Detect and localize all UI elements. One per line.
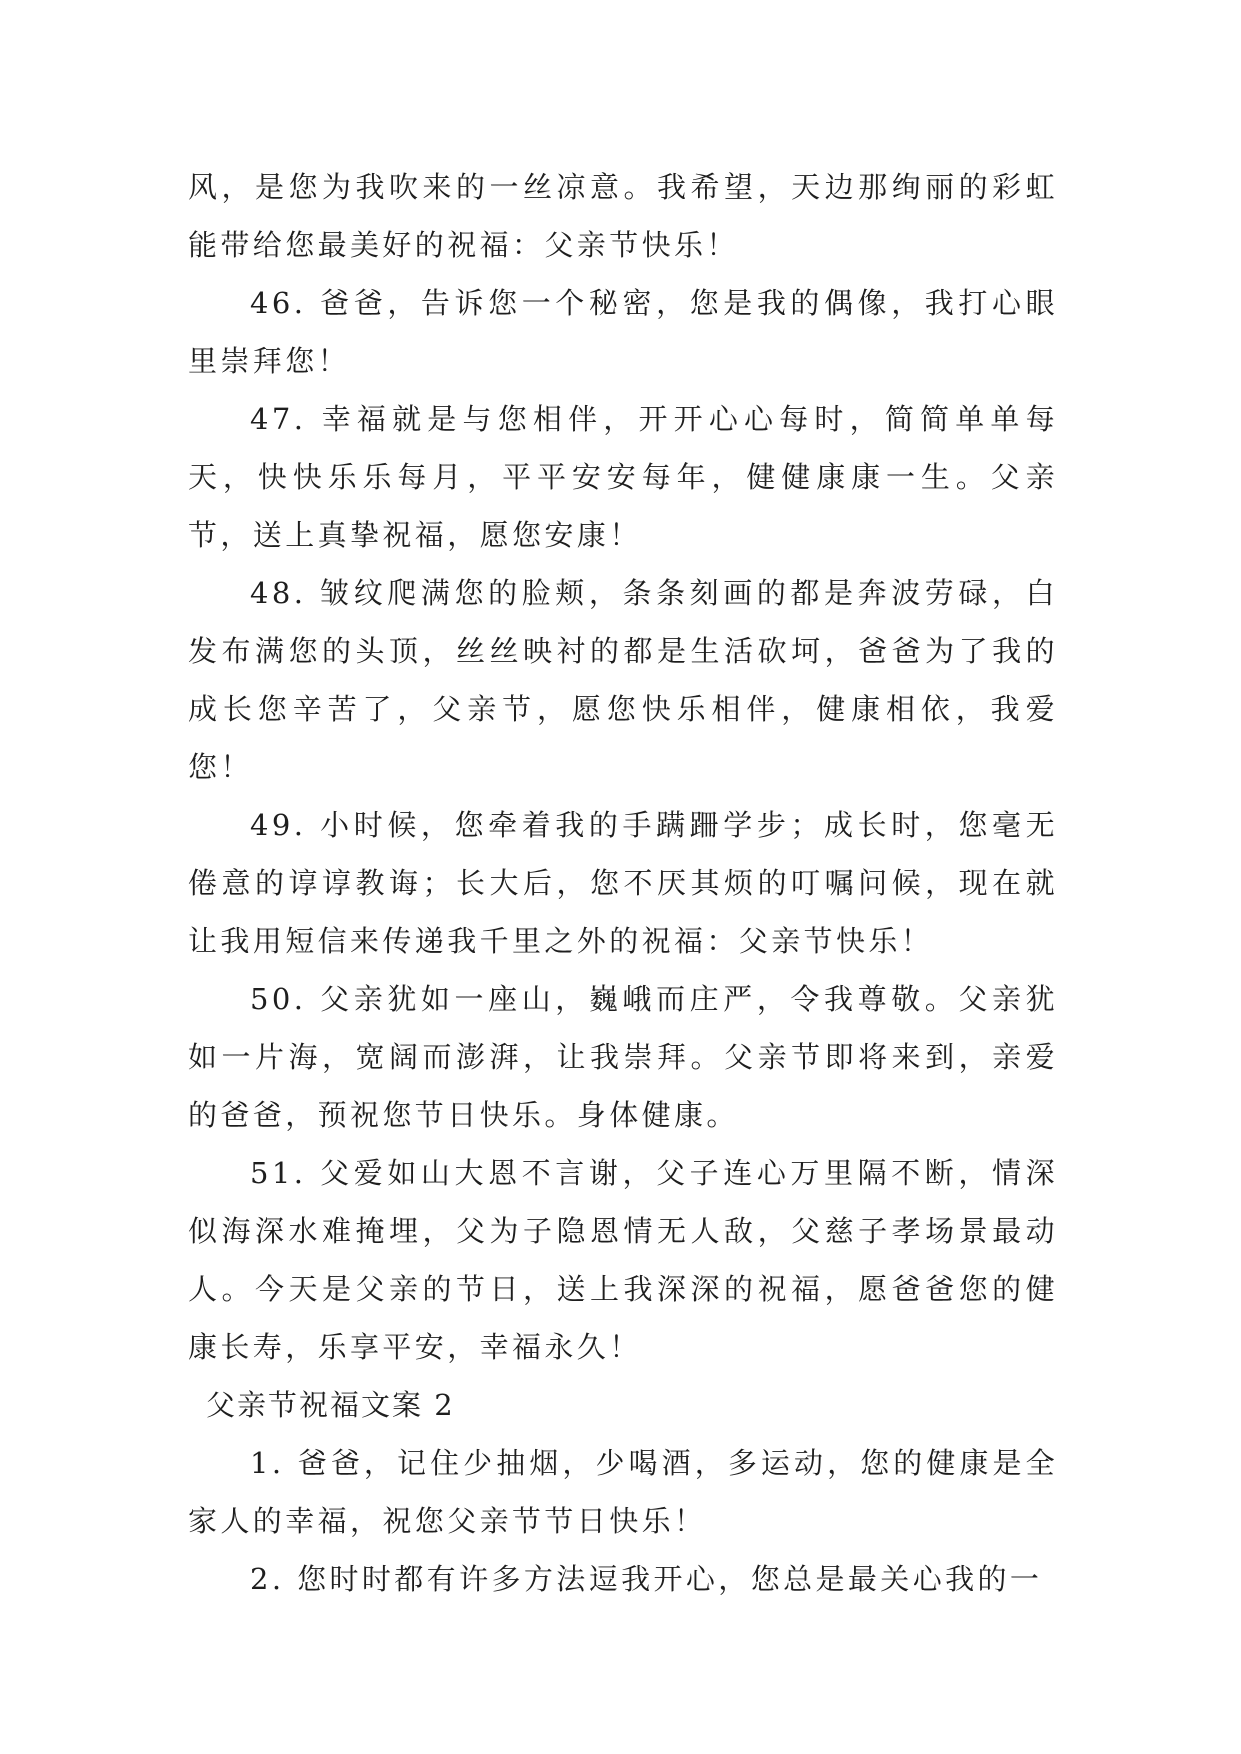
document-page (188, 158, 1058, 1608)
continuation-paragraph: 风，是您为我吹来的一丝凉意。我希望，天边那绚丽的彩虹能带给您最美好的祝福：父亲节快乐！ (188, 170, 1058, 262)
list-item-49: 49. 小时候，您牵着我的手蹒跚学步；成长时，您毫无倦意的谆谆教诲；长大后，您不厌其烦的叮嘱问候，现在就让我用短信来传递我千里之外的祝福：父亲节快乐！ (188, 808, 1058, 958)
list-item-2: 2. 您时时都有许多方法逗我开心，您总是最关心我的一 (250, 1562, 1043, 1596)
section-heading: 父亲节祝福文案 2 (206, 1388, 455, 1422)
list-item-1: 1. 爸爸，记住少抽烟，少喝酒，多运动，您的健康是全家人的幸福，祝您父亲节节日快乐！ (188, 1446, 1058, 1538)
list-item-50: 50. 父亲犹如一座山，巍峨而庄严，令我尊敬。父亲犹如一片海，宽阔而澎湃，让我崇拜。父亲节即将来到，亲爱的爸爸，预祝您节日快乐。身体健康。 (188, 982, 1058, 1132)
list-item-51: 51. 父爱如山大恩不言谢，父子连心万里隔不断，情深似海深水难掩埋，父为子隐恩情无人敌，父慈子孝场景最动人。今天是父亲的节日，送上我深深的祝福，愿爸爸您的健康长寿，乐享平安，幸福永久！ (188, 1156, 1058, 1364)
list-item-46: 46. 爸爸，告诉您一个秘密，您是我的偶像，我打心眼里崇拜您！ (188, 286, 1058, 378)
list-item-47: 47. 幸福就是与您相伴，开开心心每时，简简单单每天，快快乐乐每月，平平安安每年，健健康康一生。父亲节，送上真挚祝福，愿您安康！ (188, 402, 1058, 552)
list-item-48: 48. 皱纹爬满您的脸颊，条条刻画的都是奔波劳碌，白发布满您的头顶，丝丝映衬的都是生活砍坷，爸爸为了我的成长您辛苦了，父亲节，愿您快乐相伴，健康相依，我爱您！ (188, 576, 1058, 784)
